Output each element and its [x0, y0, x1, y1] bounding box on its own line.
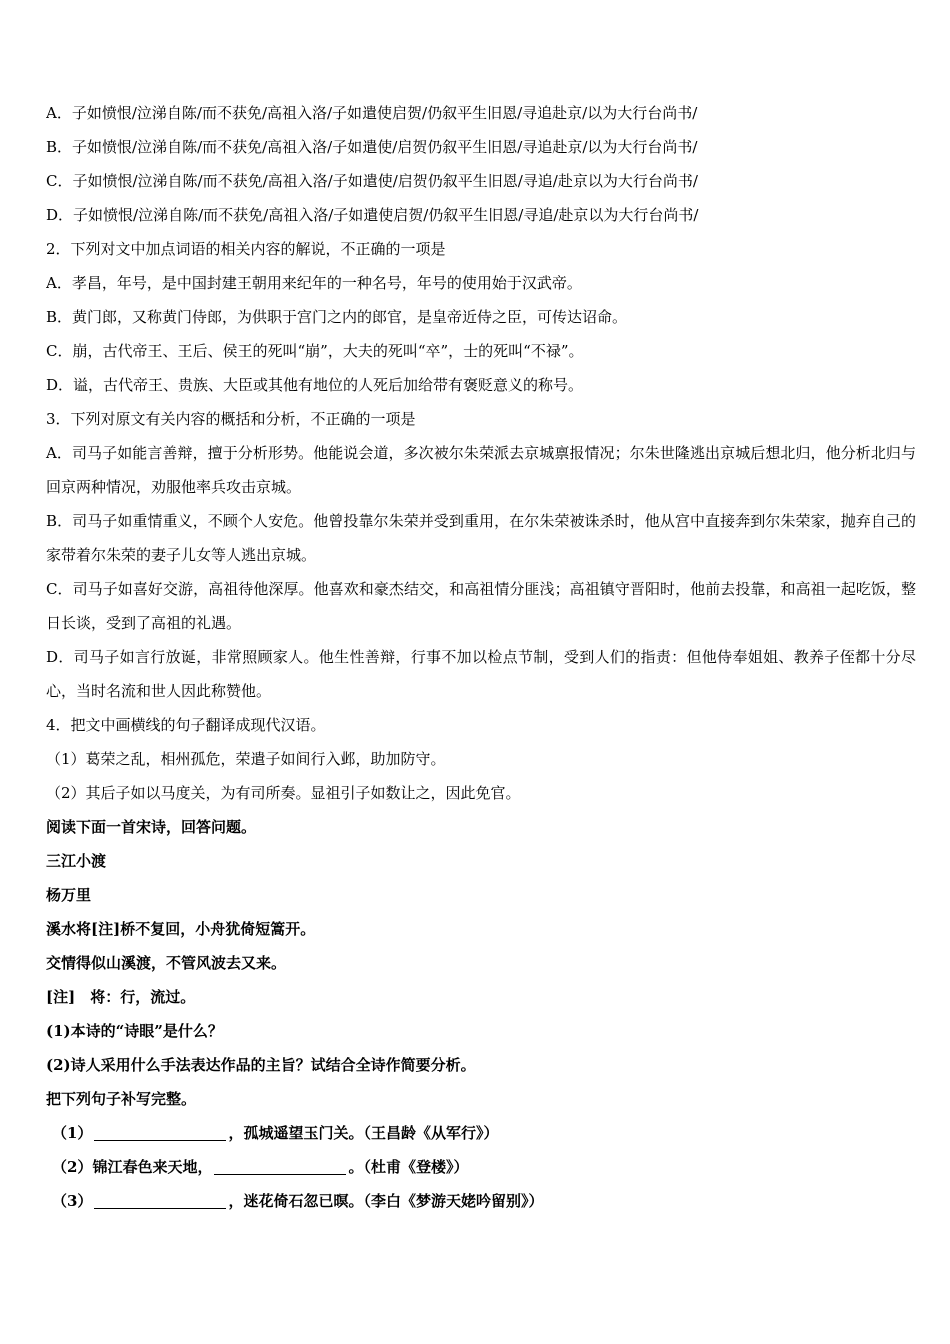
q3-option-d: D．司马子如言行放诞，非常照顾家人。他生性善辩，行事不加以检点节制，受到人们的指责：但他侍奉姐姐、教养子侄都十分尽心，当时名流和世人因此称赞他。	[46, 648, 916, 700]
poem-line-1: 溪水将[注]桥不复回，小舟犹倚短篙开。	[46, 920, 316, 938]
fill-item-after: ，迷花倚石忽已暝。（李白《梦游天姥吟留别》）	[228, 1192, 544, 1210]
q3-stem: 3．下列对原文有关内容的概括和分析，不正确的一项是	[46, 410, 416, 428]
q1-option-b: B．子如愤恨/泣涕自陈/而不获免/高祖入洛/子如遣使/启贺仍叙平生旧恩/寻追赴京/以为大行台尚书/	[46, 138, 698, 156]
q1-option-c: C．子如愤恨/泣涕自陈/而不获免/高祖入洛/子如遣使/启贺仍叙平生旧恩/寻追/赴京以为大行台尚书/	[46, 172, 698, 190]
q3-option-a: A．司马子如能言善辩，擅于分析形势。他能说会道，多次被尔朱荣派去京城禀报情况；尔朱世隆逃出京城后想北归，他分析北归与回京两种情况，劝服他率兵攻击京城。	[46, 444, 916, 496]
fill-blank[interactable]	[94, 1192, 226, 1209]
q3-option-b: B．司马子如重情重义，不顾个人安危。他曾投靠尔朱荣并受到重用，在尔朱荣被诛杀时，他从宫中直接奔到尔朱荣家，抛弃自己的家带着尔朱荣的妻子儿女等人逃出京城。	[46, 512, 916, 564]
poem-line-2: 交情得似山溪渡，不管风波去又来。	[46, 954, 287, 972]
q2-option-a: A．孝昌，年号，是中国封建王朝用来纪年的一种名号，年号的使用始于汉武帝。	[46, 274, 582, 292]
poem-intro: 阅读下面一首宋诗，回答问题。	[46, 818, 257, 836]
q2-option-d: D．谥，古代帝王、贵族、大臣或其他有地位的人死后加给带有褒贬意义的称号。	[46, 376, 584, 394]
q1-option-a: A．子如愤恨/泣涕自陈/而不获免/高祖入洛/子如遣使启贺/仍叙平生旧恩/寻追赴京/以为大行台尚书/	[46, 104, 698, 122]
q4-item-2: （2）其后子如以马度关，为有司所奏。显祖引子如数让之，因此免官。	[46, 784, 521, 802]
poem-author: 杨万里	[46, 886, 92, 904]
fill-blank[interactable]	[94, 1124, 226, 1141]
poem-question-1: (1)本诗的“诗眼”是什么？	[46, 1022, 223, 1040]
q4-item-1: （1）葛荣之乱，相州孤危，荣遣子如间行入邺，助加防守。	[46, 750, 446, 768]
fill-item-number: （3）	[52, 1192, 93, 1210]
q2-option-b: B．黄门郎，又称黄门侍郎，为供职于宫门之内的郎官，是皇帝近侍之臣，可传达诏命。	[46, 308, 628, 326]
q2-stem: 2．下列对文中加点词语的相关内容的解说，不正确的一项是	[46, 240, 446, 258]
fill-intro: 把下列句子补写完整。	[46, 1090, 197, 1108]
fill-blank[interactable]	[214, 1158, 346, 1175]
fill-item-number: （1）	[52, 1124, 93, 1142]
q2-option-c: C．崩，古代帝王、王后、侯王的死叫“崩”，大夫的死叫“卒”，士的死叫“不禄”。	[46, 342, 584, 360]
fill-item-1	[46, 1116, 916, 1150]
poem-question-2: (2)诗人采用什么手法表达作品的主旨？试结合全诗作简要分析。	[46, 1056, 476, 1074]
document-page	[46, 96, 916, 1218]
q4-stem: 4．把文中画横线的句子翻译成现代汉语。	[46, 716, 326, 734]
poem-note: [注] 将：行，流过。	[46, 988, 196, 1006]
q1-option-d: D．子如愤恨/泣涕自陈/而不获免/高祖入洛/子如遣使启贺/仍叙平生旧恩/寻追/赴京以为大行台尚书/	[46, 206, 699, 224]
fill-item-after: ，孤城遥望玉门关。（王昌龄《从军行》）	[228, 1124, 499, 1142]
fill-item-3	[46, 1184, 916, 1218]
q3-option-c: C．司马子如喜好交游，高祖待他深厚。他喜欢和豪杰结交，和高祖情分匪浅；高祖镇守晋阳时，他前去投靠，和高祖一起吃饭，整日长谈，受到了高祖的礼遇。	[46, 580, 916, 632]
fill-item-2	[46, 1150, 916, 1184]
fill-item-after: 。（杜甫《登楼》）	[348, 1158, 469, 1176]
fill-item-before: 锦江春色来天地，	[92, 1158, 213, 1176]
poem-title: 三江小渡	[46, 852, 107, 870]
fill-item-number: （2）	[52, 1158, 93, 1176]
